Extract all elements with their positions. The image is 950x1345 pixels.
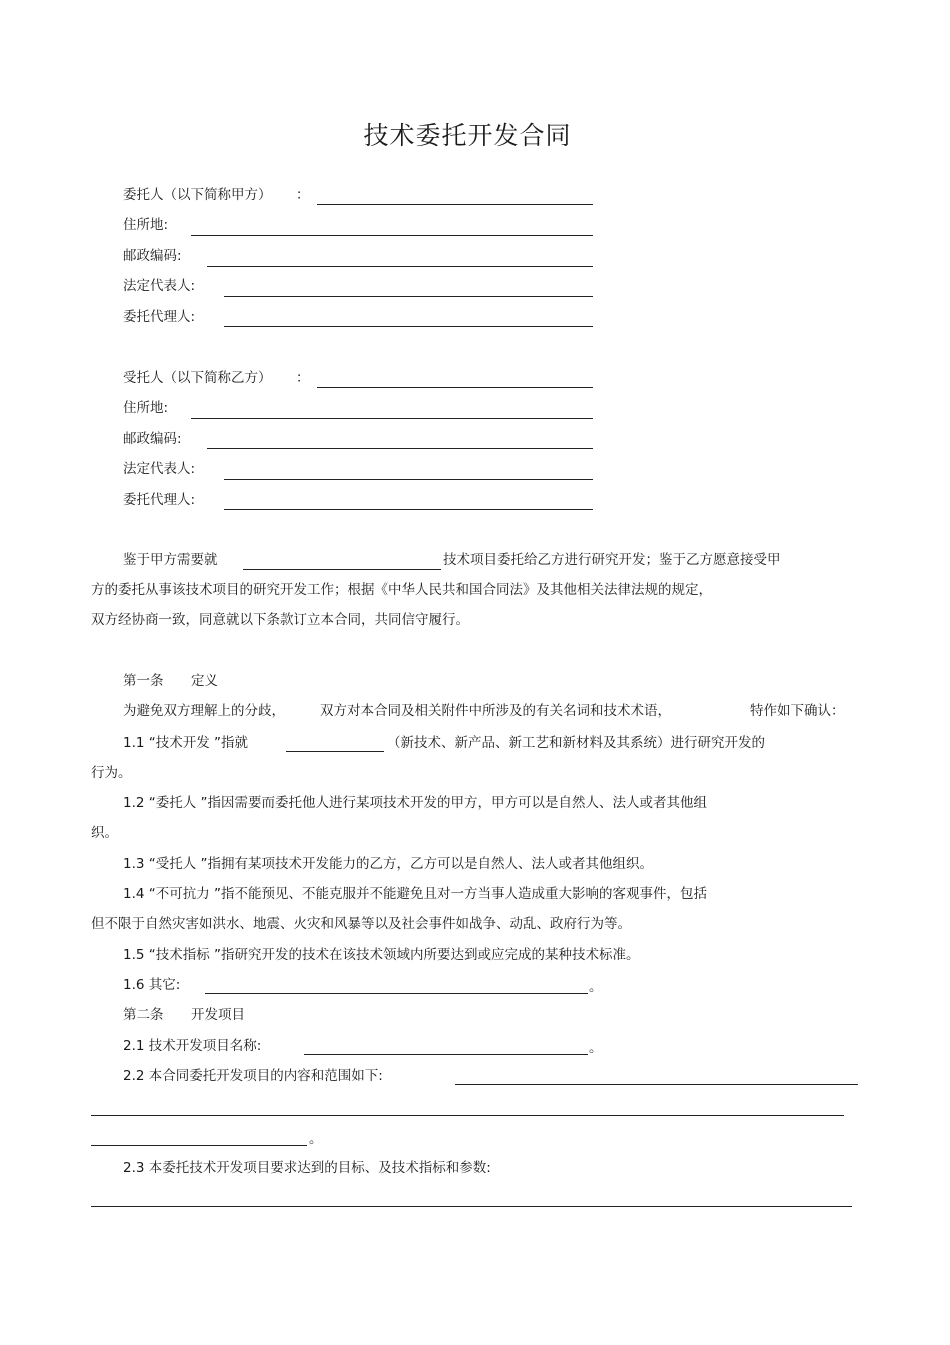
party-b-postcode-label: 邮政编码: [123, 431, 182, 447]
party-a-heading: 委托人（以下简称甲方） [123, 187, 272, 203]
clause-1-1-start: 1.1 “技术开发 ”指就 [123, 735, 249, 751]
article2-number: 第二条 [123, 1007, 164, 1023]
clause-1-1-cont: 行为。 [91, 765, 132, 781]
party-b-legal-rep-label: 法定代表人: [123, 461, 196, 477]
clause-1-6-field[interactable] [205, 993, 588, 994]
article2-title: 开发项目 [191, 1007, 245, 1023]
clause-2-3-field[interactable] [91, 1206, 852, 1207]
preamble-line2: 方的委托从事该技术项目的研究开发工作；根据《中华人民共和国合同法》及其他相关法律法规的规定， [91, 582, 712, 598]
clause-2-2-field-line2[interactable] [91, 1115, 844, 1116]
clause-1-2-cont: 织。 [91, 825, 118, 841]
article1-intro-b: 双方对本合同及相关附件中所涉及的有关名词和技术术语， [320, 703, 671, 719]
clause-2-3-label: 2.3 本委托技术开发项目要求达到的目标、及技术指标和参数: [123, 1160, 491, 1176]
clause-1-6-label: 1.6 其它: [123, 977, 181, 993]
party-a-name-field[interactable] [317, 204, 593, 205]
party-b-name-field[interactable] [317, 387, 593, 388]
clause-1-6-period: 。 [589, 979, 603, 995]
party-a-postcode-label: 邮政编码: [123, 248, 182, 264]
party-b-legal-rep-field[interactable] [224, 479, 593, 480]
clause-1-3: 1.3 “受托人 ”指拥有某项技术开发能力的乙方，乙方可以是自然人、法人或者其他组织。 [123, 856, 654, 872]
party-a-address-label: 住所地: [123, 217, 169, 233]
article1-intro-c: 特作如下确认： [750, 703, 845, 719]
clause-2-1-field[interactable] [304, 1054, 588, 1055]
party-a-agent-label: 委托代理人: [123, 309, 196, 325]
party-b-heading: 受托人（以下简称乙方） [123, 370, 272, 386]
clause-2-2-label: 2.2 本合同委托开发项目的内容和范围如下: [123, 1068, 383, 1084]
party-b-agent-label: 委托代理人: [123, 492, 196, 508]
party-b-postcode-field[interactable] [207, 448, 593, 449]
clause-2-2-period: 。 [309, 1131, 323, 1147]
party-b-address-label: 住所地: [123, 400, 169, 416]
clause-1-1-end: （新技术、新产品、新工艺和新材料及其系统）进行研究开发的 [387, 735, 765, 751]
clause-2-1-period: 。 [589, 1040, 603, 1056]
clause-1-4: 1.4 “不可抗力 ”指不能预见、不能克服并不能避免且对一方当事人造成重大影响的客观事件，包括 [123, 886, 708, 902]
preamble-project-field[interactable] [243, 569, 441, 570]
preamble-line1-start: 鉴于甲方需要就 [123, 552, 218, 568]
clause-2-2-field-line1[interactable] [455, 1084, 858, 1085]
party-a-legal-rep-label: 法定代表人: [123, 278, 196, 294]
article1-intro-a: 为避免双方理解上的分歧， [123, 703, 285, 719]
party-a-colon: ： [296, 187, 310, 203]
clause-2-2-field-line3[interactable] [91, 1145, 307, 1146]
preamble-line3: 双方经协商一致，同意就以下条款订立本合同，共同信守履行。 [91, 612, 469, 628]
preamble-line1-end: 技术项目委托给乙方进行研究开发；鉴于乙方愿意接受甲 [443, 552, 781, 568]
party-a-legal-rep-field[interactable] [224, 296, 593, 297]
party-b-colon: ： [296, 370, 310, 386]
party-b-address-field[interactable] [191, 418, 593, 419]
clause-1-2: 1.2 “委托人 ”指因需要而委托他人进行某项技术开发的甲方，甲方可以是自然人、法人或者其他组 [123, 795, 708, 811]
article1-number: 第一条 [123, 673, 164, 689]
party-a-postcode-field[interactable] [207, 266, 593, 267]
clause-2-1-label: 2.1 技术开发项目名称: [123, 1038, 262, 1054]
clause-1-5: 1.5 “技术指标 ”指研究开发的技术在该技术领域内所要达到或应完成的某种技术标准。 [123, 947, 640, 963]
article1-title: 定义 [191, 673, 218, 689]
party-a-address-field[interactable] [191, 235, 593, 236]
clause-1-4-cont: 但不限于自然灾害如洪水、地震、火灾和风暴等以及社会事件如战争、动乱、政府行为等。 [91, 916, 631, 932]
clause-1-1-field[interactable] [286, 751, 384, 752]
party-b-agent-field[interactable] [224, 509, 593, 510]
page-title: 技术委托开发合同 [363, 121, 572, 150]
party-a-agent-field[interactable] [224, 326, 593, 327]
